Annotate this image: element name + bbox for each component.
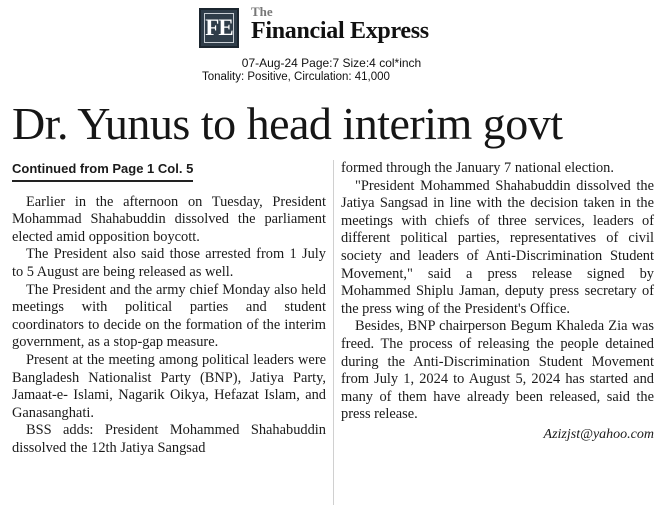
clipping-meta-line2: Tonality: Positive, Circulation: 41,000 xyxy=(202,71,390,83)
article-column-left xyxy=(12,160,326,458)
paragraph: The President and the army chief Monday also held meetings with political parties and student coordinators to decide on the formation of the interim government, as a stop-gap measure. xyxy=(12,281,326,351)
paragraph: "President Mohammed Shahabuddin dissolved the Jatiya Sangsad in line with the decision taken in the meetings with chiefs of three services, leaders of different political parties, representatives of civil society and leaders of Anti-Discrimination Student Movement," said a press release signed by Mohammed Shiplu Jaman, deputy press secretary of the press wing of the President's Office. xyxy=(341,177,654,317)
clipping-meta-line1: 07-Aug-24 Page:7 Size:4 col*inch xyxy=(241,56,422,70)
article-headline: Dr. Yunus to head interim govt xyxy=(12,98,563,149)
column-divider xyxy=(333,160,334,505)
continued-note: Continued from Page 1 Col. 5 xyxy=(12,160,193,182)
paragraph: The President also said those arrested from 1 July to 5 August are being released as well. xyxy=(12,246,326,280)
fe-logo: FE xyxy=(199,8,239,48)
paragraph: Present at the meeting among political leaders were Bangladesh Nationalist Party (BNP), Jatiya Party, Jamaat-e- Islami, Nagarik Oikya, Hefazat Islam, and Ganasanghati. xyxy=(12,351,326,421)
masthead xyxy=(199,4,469,52)
brand-the: The xyxy=(251,4,273,19)
brand-name: Financial Express xyxy=(251,18,429,44)
paragraph: formed through the January 7 national election. xyxy=(341,160,614,176)
paragraph: Earlier in the afternoon on Tuesday, President Mohammad Shahabuddin dissolved the parliament elected amid opposition boycott. xyxy=(12,193,326,245)
paragraph: Besides, BNP chairperson Begum Khaleda Zia was freed. The process of releasing the people detained during the Anti-Discrimination Student Movement from July 1, 2024 to August 5, 2024 has started and many of them have already been released, said the press release. xyxy=(341,318,654,423)
paragraph: BSS adds: President Mohammed Shahabuddin dissolved the 12th Jatiya Sangsad xyxy=(12,422,326,456)
article-column-right xyxy=(341,160,654,444)
author-email: Azizjst@yahoo.com xyxy=(543,426,654,442)
